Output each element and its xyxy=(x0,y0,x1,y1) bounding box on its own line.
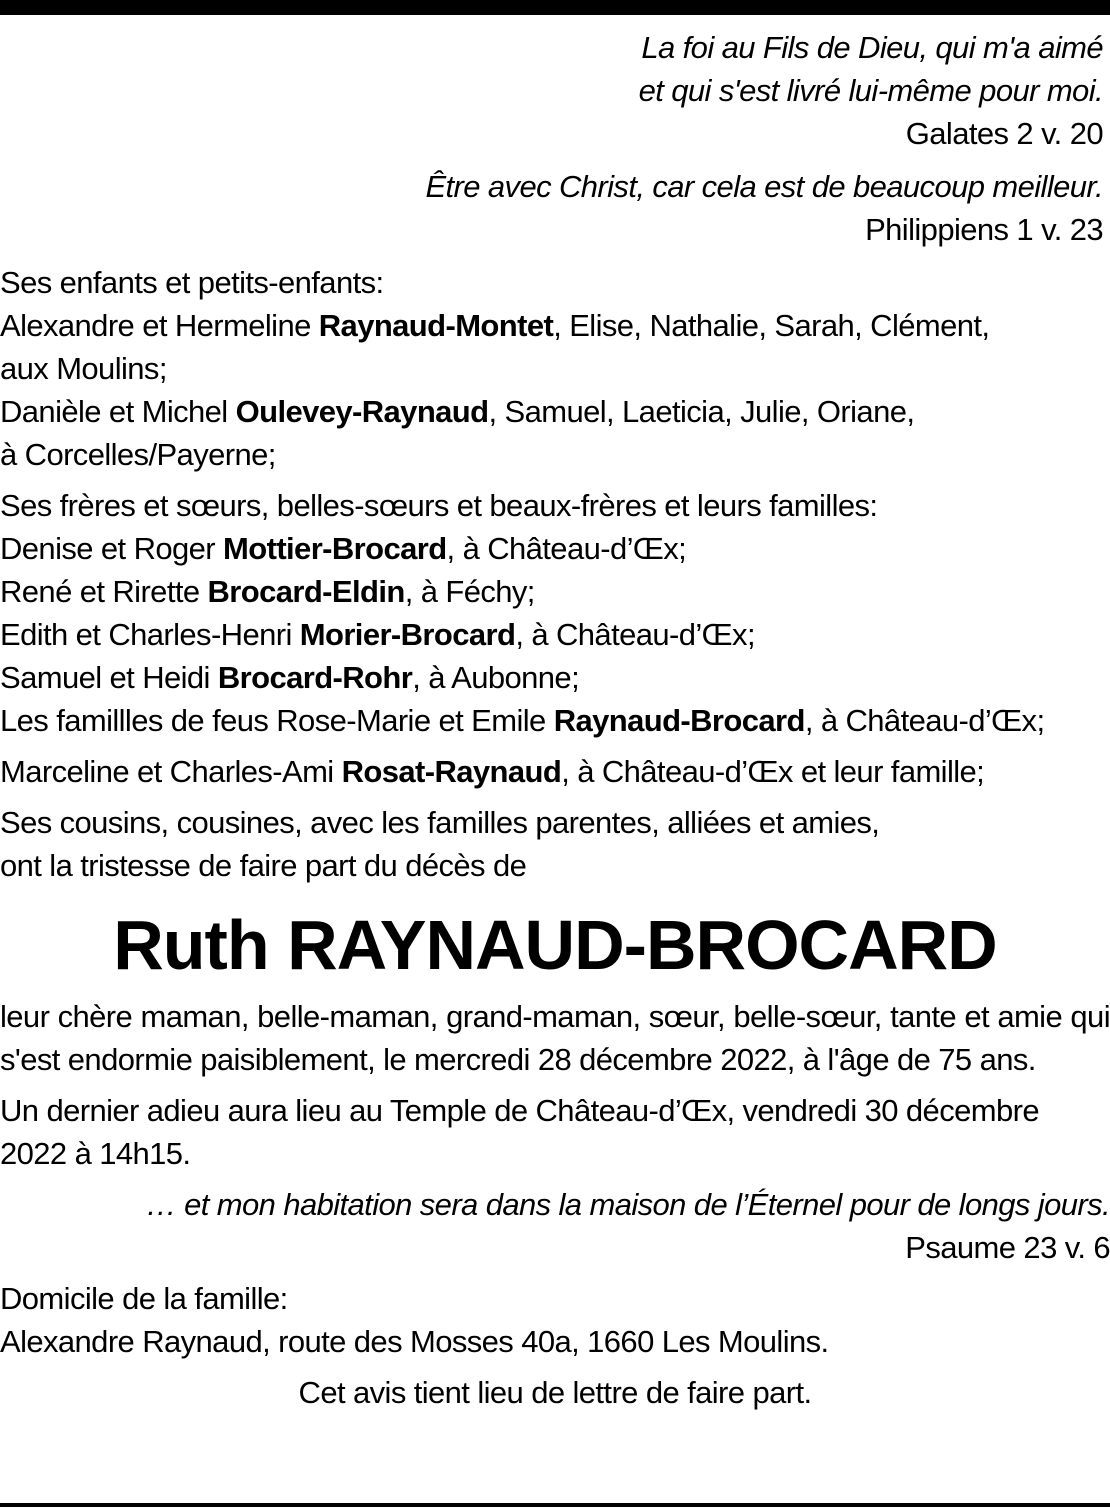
entry-text: , à Château-d’Œx; xyxy=(446,531,687,566)
verse-reference: Philippiens 1 v. 23 xyxy=(865,212,1103,247)
family-entry xyxy=(0,527,1110,570)
verse-reference: Psaume 23 v. 6 xyxy=(905,1230,1110,1265)
entry-text: , à Féchy; xyxy=(404,574,535,609)
verse-line: Être avec Christ, car cela est de beaucoup meilleur. xyxy=(425,169,1103,204)
opening-verse-philippiens xyxy=(0,165,1110,251)
family-entry xyxy=(0,699,1110,742)
footer-note: Cet avis tient lieu de lettre de faire part. xyxy=(298,1375,812,1410)
children-section xyxy=(0,261,1110,476)
family-name: Raynaud-Montet xyxy=(318,308,554,343)
announcement-line: ont la tristesse de faire part du décès de xyxy=(0,848,527,883)
entry-text: Samuel et Heidi xyxy=(0,660,218,695)
family-name: Brocard-Eldin xyxy=(207,574,405,609)
family-entry xyxy=(0,656,1110,699)
family-name: Raynaud-Brocard xyxy=(553,703,805,738)
entry-text: Marceline et Charles-Ami xyxy=(0,754,342,789)
verse-line: La foi au Fils de Dieu, qui m'a aimé xyxy=(641,30,1103,65)
family-entry xyxy=(0,304,1110,347)
entry-text: , Samuel, Laeticia, Julie, Oriane, xyxy=(488,394,915,429)
service-announcement: Un dernier adieu aura lieu au Temple de Château-d’Œx, vendredi 30 décembre 2022 à 14h15. xyxy=(0,1093,1039,1171)
siblings-section xyxy=(0,484,1110,742)
obituary-notice xyxy=(0,26,1110,1414)
closing-verse-psaume xyxy=(0,1183,1110,1269)
entry-text: Alexandre et Hermeline xyxy=(0,308,319,343)
entry-text: René et Rirette xyxy=(0,574,208,609)
cousins-section xyxy=(0,801,1110,887)
entry-text: , à Château-d’Œx; xyxy=(804,703,1045,738)
opening-verse-galates xyxy=(0,26,1110,155)
top-rule xyxy=(0,0,1110,15)
family-name: Mottier-Brocard xyxy=(223,531,447,566)
entry-text: , Elise, Nathalie, Sarah, Clément, xyxy=(553,308,990,343)
entry-text: , à Château-d’Œx; xyxy=(515,617,755,652)
domicile-address: Alexandre Raynaud, route des Mosses 40a, 1660 Les Moulins. xyxy=(0,1324,829,1359)
entry-text: Les famillles de feus Rose-Marie et Emile xyxy=(0,703,554,738)
family-name: Oulevey-Raynaud xyxy=(235,394,489,429)
family-entry xyxy=(0,570,1110,613)
family-name: Brocard-Rohr xyxy=(217,660,413,695)
children-heading: Ses enfants et petits-enfants: xyxy=(0,265,384,300)
deceased-name: Ruth RAYNAUD-BROCARD xyxy=(113,906,997,984)
entry-location: à Corcelles/Payerne; xyxy=(0,437,276,472)
family-name: Rosat-Raynaud xyxy=(341,754,562,789)
family-name: Morier-Brocard xyxy=(299,617,516,652)
entry-location: aux Moulins; xyxy=(0,351,167,386)
entry-text: Denise et Roger xyxy=(0,531,224,566)
family-entry xyxy=(0,613,1110,656)
entry-text: , à Château-d’Œx et leur famille; xyxy=(561,754,985,789)
other-family-entry xyxy=(0,750,1110,793)
verse-line: … et mon habitation sera dans la maison de l’Éternel pour de longs jours. xyxy=(145,1187,1110,1222)
domicile-section xyxy=(0,1277,1110,1363)
cousins-line: Ses cousins, cousines, avec les familles parentes, alliées et amies, xyxy=(0,805,880,840)
entry-text: Edith et Charles-Henri xyxy=(0,617,300,652)
verse-line: et qui s'est livré lui-même pour moi. xyxy=(638,73,1103,108)
deceased-description: leur chère maman, belle-maman, grand-maman, sœur, belle-sœur, tante et amie qui s'est endormie paisiblement, le mercredi 28 décembre 2022, à l'âge de 75 ans. xyxy=(0,999,1110,1077)
family-entry xyxy=(0,390,1110,433)
entry-text: Danièle et Michel xyxy=(0,394,236,429)
bottom-rule xyxy=(0,1503,1110,1507)
entry-text: , à Aubonne; xyxy=(412,660,580,695)
siblings-heading: Ses frères et sœurs, belles-sœurs et beaux-frères et leurs familles: xyxy=(0,488,878,523)
verse-reference: Galates 2 v. 20 xyxy=(905,116,1103,151)
domicile-heading: Domicile de la famille: xyxy=(0,1281,288,1316)
